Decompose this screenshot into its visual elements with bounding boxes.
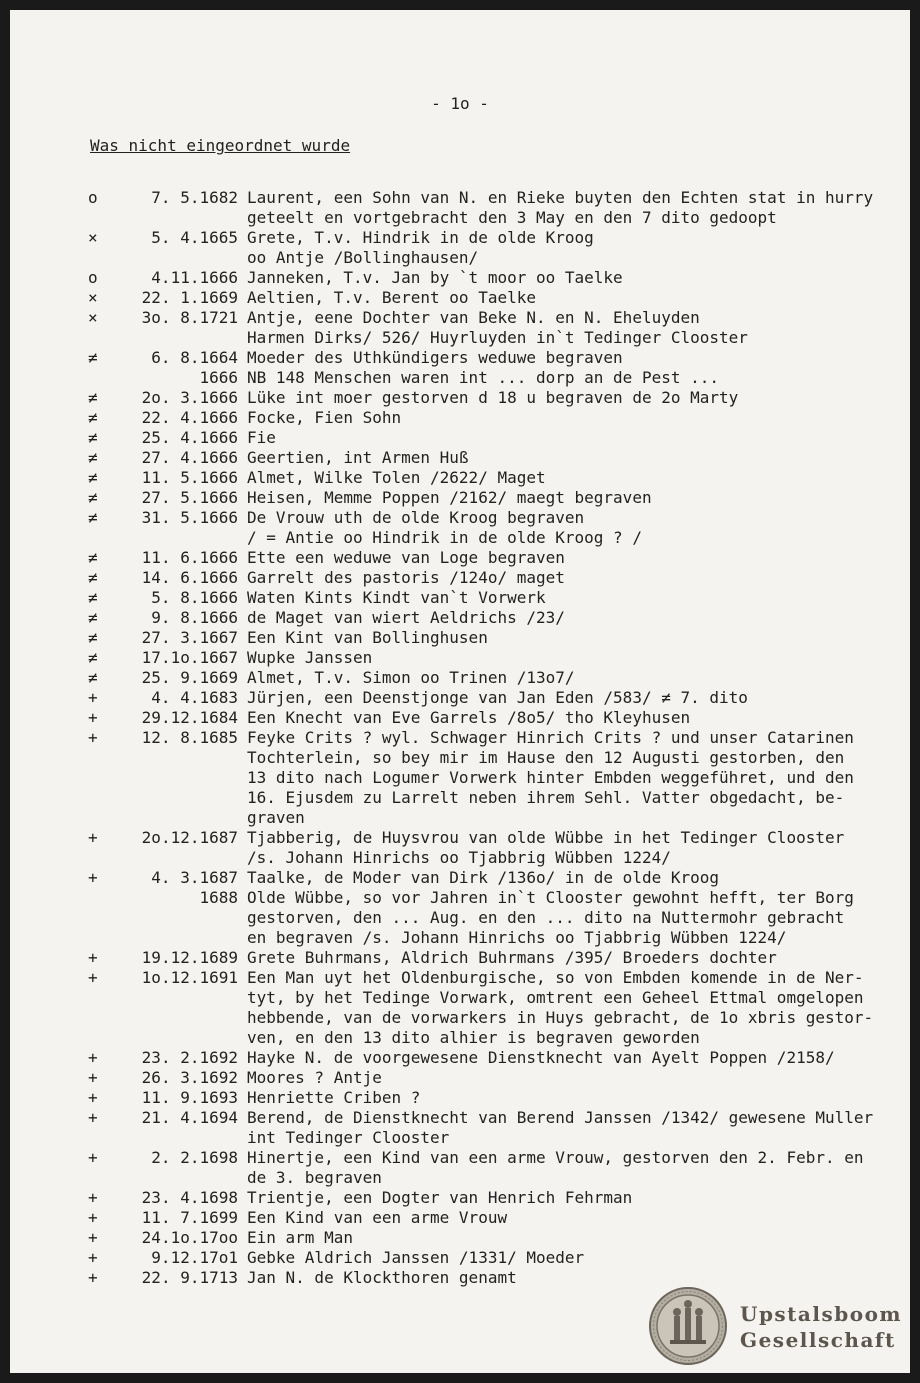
entry-date: 24.1o.17oo — [141, 1228, 238, 1247]
entry-row — [10, 228, 910, 248]
entry-text: Aeltien, T.v. Berent oo Taelke — [247, 288, 536, 307]
entry-date: 11. 6.1666 — [141, 548, 238, 567]
page-number: - 1o - — [431, 94, 489, 113]
entry-row — [10, 308, 910, 328]
entry-row — [10, 668, 910, 688]
entry-date: 9.12.17o1 — [151, 1248, 238, 1267]
entry-date: 31. 5.1666 — [141, 508, 238, 527]
entry-mark: ≠ — [88, 508, 98, 527]
entry-date: 4.11.1666 — [151, 268, 238, 287]
entry-row — [10, 588, 910, 608]
entry-text: De Vrouw uth de olde Kroog begraven — [247, 508, 585, 527]
entry-mark: + — [88, 1268, 98, 1287]
entry-mark: + — [88, 1108, 98, 1127]
entry-text: int Tedinger Clooster — [247, 1128, 450, 1147]
entry-date: 26. 3.1692 — [141, 1068, 238, 1087]
entry-row — [10, 1148, 910, 1168]
entry-row — [10, 1168, 910, 1188]
entry-row — [10, 1068, 910, 1088]
entry-row — [10, 428, 910, 448]
entry-date: 11. 5.1666 — [141, 468, 238, 487]
entry-mark: + — [88, 1208, 98, 1227]
entry-text: Lüke int moer gestorven d 18 u begraven de 2o Marty — [247, 388, 739, 407]
entry-row — [10, 268, 910, 288]
register-entries — [10, 188, 910, 1288]
entry-row — [10, 528, 910, 548]
entry-row — [10, 288, 910, 308]
entry-text: Waten Kints Kindt van`t Vorwerk — [247, 588, 546, 607]
entry-text: Feyke Crits ? wyl. Schwager Hinrich Crits ? und unser Catarinen — [247, 728, 854, 747]
entry-mark: ≠ — [88, 348, 98, 367]
entry-date: 4. 4.1683 — [151, 688, 238, 707]
entry-date: 4. 3.1687 — [151, 868, 238, 887]
entry-mark: + — [88, 948, 98, 967]
entry-mark: ≠ — [88, 488, 98, 507]
entry-row — [10, 1028, 910, 1048]
entry-row — [10, 928, 910, 948]
entry-mark: ≠ — [88, 648, 98, 667]
entry-mark: × — [88, 288, 98, 307]
entry-row — [10, 1268, 910, 1288]
entry-row — [10, 1088, 910, 1108]
entry-date: 14. 6.1666 — [141, 568, 238, 587]
entry-row — [10, 1048, 910, 1068]
entry-row — [10, 208, 910, 228]
entry-text: Hinertje, een Kind van een arme Vrouw, gestorven den 2. Febr. en — [247, 1148, 864, 1167]
section-heading: Was nicht eingeordnet wurde — [90, 136, 351, 155]
entry-mark: ≠ — [88, 408, 98, 427]
entry-row — [10, 468, 910, 488]
entry-date: 11. 9.1693 — [141, 1088, 238, 1107]
entry-mark: × — [88, 308, 98, 327]
entry-text: Moores ? Antje — [247, 1068, 382, 1087]
entry-text: Ein arm Man — [247, 1228, 353, 1247]
entry-text: NB 148 Menschen waren int ... dorp an de Pest ... — [247, 368, 720, 387]
entry-mark: ≠ — [88, 628, 98, 647]
entry-row — [10, 248, 910, 268]
entry-row — [10, 808, 910, 828]
entry-row — [10, 748, 910, 768]
entry-date: 7. 5.1682 — [151, 188, 238, 207]
entry-text: gestorven, den ... Aug. en den ... dito na Nuttermohr gebracht — [247, 908, 845, 927]
entry-row — [10, 828, 910, 848]
entry-text: en begraven /s. Johann Hinrichs oo Tjabbrig Wübben 1224/ — [247, 928, 787, 947]
society-logo — [648, 1286, 903, 1366]
entry-date: 6. 8.1664 — [151, 348, 238, 367]
entry-date: 11. 7.1699 — [141, 1208, 238, 1227]
entry-mark: ≠ — [88, 588, 98, 607]
entry-date: 1o.12.1691 — [141, 968, 238, 987]
entry-text: oo Antje /Bollinghausen/ — [247, 248, 479, 267]
entry-text: Jürjen, een Deenstjonge van Jan Eden /583/ ≠ 7. dito — [247, 688, 748, 707]
entry-text: Een Man uyt het Oldenburgische, so von Embden komende in de Ner- — [247, 968, 864, 987]
entry-date: 1666 — [199, 368, 238, 387]
entry-date: 27. 5.1666 — [141, 488, 238, 507]
entry-text: Antje, eene Dochter van Beke N. en N. Eheluyden — [247, 308, 700, 327]
entry-row — [10, 1108, 910, 1128]
entry-text: Een Kint van Bollinghusen — [247, 628, 488, 647]
entry-row — [10, 448, 910, 468]
entry-row — [10, 1228, 910, 1248]
entry-date: 19.12.1689 — [141, 948, 238, 967]
entry-mark: + — [88, 688, 98, 707]
entry-text: Een Knecht van Eve Garrels /8o5/ tho Kleyhusen — [247, 708, 691, 727]
entry-date: 2. 2.1698 — [151, 1148, 238, 1167]
entry-row — [10, 908, 910, 928]
entry-mark: + — [88, 1048, 98, 1067]
entry-row — [10, 348, 910, 368]
entry-date: 23. 2.1692 — [141, 1048, 238, 1067]
entry-mark: o — [88, 268, 98, 287]
entry-mark: + — [88, 968, 98, 987]
entry-date: 5. 4.1665 — [151, 228, 238, 247]
entry-text: Henriette Criben ? — [247, 1088, 421, 1107]
entry-text: Jan N. de Klockthoren genamt — [247, 1268, 517, 1287]
entry-text: hebbende, van de vorwarkers in Huys gebracht, de 1o xbris gestor- — [247, 1008, 874, 1027]
entry-text: Almet, T.v. Simon oo Trinen /13o7/ — [247, 668, 575, 687]
entry-text: geteelt en vortgebracht den 3 May en den 7 dito gedoopt — [247, 208, 777, 227]
entry-date: 25. 9.1669 — [141, 668, 238, 687]
entry-text: Hayke N. de voorgewesene Dienstknecht van Ayelt Poppen /2158/ — [247, 1048, 835, 1067]
entry-mark: + — [88, 1228, 98, 1247]
logo-text-line2: Gesellschaft — [740, 1328, 896, 1352]
entry-mark: + — [88, 1148, 98, 1167]
entry-text: Ette een weduwe van Loge begraven — [247, 548, 565, 567]
entry-text: Gebke Aldrich Janssen /1331/ Moeder — [247, 1248, 585, 1267]
entry-text: Tjabberig, de Huysvrou van olde Wübbe in het Tedinger Clooster — [247, 828, 845, 847]
entry-row — [10, 688, 910, 708]
entry-text: Moeder des Uthkündigers weduwe begraven — [247, 348, 623, 367]
entry-mark: × — [88, 228, 98, 247]
entry-row — [10, 648, 910, 668]
entry-text: de Maget van wiert Aeldrichs /23/ — [247, 608, 565, 627]
entry-text: Fie — [247, 428, 276, 447]
entry-text: Janneken, T.v. Jan by `t moor oo Taelke — [247, 268, 623, 287]
entry-row — [10, 508, 910, 528]
entry-mark: ≠ — [88, 668, 98, 687]
entry-text: 13 dito nach Logumer Vorwerk hinter Embden weggeführet, und den — [247, 768, 854, 787]
entry-date: 29.12.1684 — [141, 708, 238, 727]
entry-row — [10, 1208, 910, 1228]
entry-text: Trientje, een Dogter van Henrich Fehrman — [247, 1188, 633, 1207]
entry-date: 21. 4.1694 — [141, 1108, 238, 1127]
entry-row — [10, 368, 910, 388]
entry-text: Grete, T.v. Hindrik in de olde Kroog — [247, 228, 594, 247]
entry-row — [10, 768, 910, 788]
entry-text: Wupke Janssen — [247, 648, 373, 667]
entry-text: /s. Johann Hinrichs oo Tjabbrig Wübben 1224/ — [247, 848, 671, 867]
entry-row — [10, 408, 910, 428]
entry-mark: ≠ — [88, 568, 98, 587]
entry-date: 2o. 3.1666 — [141, 388, 238, 407]
entry-date: 5. 8.1666 — [151, 588, 238, 607]
entry-row — [10, 708, 910, 728]
entry-text: Tochterlein, so bey mir im Hause den 12 Augusti gestorben, den — [247, 748, 845, 767]
entry-text: Geertien, int Armen Huß — [247, 448, 469, 467]
entry-date: 9. 8.1666 — [151, 608, 238, 627]
entry-text: Laurent, een Sohn van N. en Rieke buyten den Echten stat in hurry — [247, 188, 874, 207]
entry-text: Garrelt des pastoris /124o/ maget — [247, 568, 565, 587]
entry-text: Almet, Wilke Tolen /2622/ Maget — [247, 468, 546, 487]
entry-date: 22. 4.1666 — [141, 408, 238, 427]
entry-row — [10, 548, 910, 568]
entry-date: 27. 4.1666 — [141, 448, 238, 467]
entry-text: Heisen, Memme Poppen /2162/ maegt begraven — [247, 488, 652, 507]
entry-mark: + — [88, 1068, 98, 1087]
entry-row — [10, 728, 910, 748]
entry-row — [10, 788, 910, 808]
entry-date: 12. 8.1685 — [141, 728, 238, 747]
entry-mark: ≠ — [88, 468, 98, 487]
entry-mark: ≠ — [88, 428, 98, 447]
entry-date: 1688 — [199, 888, 238, 907]
entry-row — [10, 488, 910, 508]
entry-row — [10, 868, 910, 888]
entry-text: Een Kind van een arme Vrouw — [247, 1208, 508, 1227]
entry-row — [10, 628, 910, 648]
entry-text: Focke, Fien Sohn — [247, 408, 402, 427]
entry-mark: o — [88, 188, 98, 207]
entry-text: Olde Wübbe, so vor Jahren in`t Clooster gewohnt hefft, ter Borg — [247, 888, 854, 907]
entry-row — [10, 1188, 910, 1208]
entry-text: ven, en den 13 dito alhier is begraven geworden — [247, 1028, 700, 1047]
entry-date: 22. 1.1669 — [141, 288, 238, 307]
entry-text: Taalke, de Moder van Dirk /136o/ in de olde Kroog — [247, 868, 720, 887]
entry-row — [10, 608, 910, 628]
entry-date: 27. 3.1667 — [141, 628, 238, 647]
entry-row — [10, 888, 910, 908]
entry-date: 3o. 8.1721 — [141, 308, 238, 327]
entry-text: Harmen Dirks/ 526/ Huyrluyden in`t Tedinger Clooster — [247, 328, 748, 347]
entry-row — [10, 388, 910, 408]
entry-date: 23. 4.1698 — [141, 1188, 238, 1207]
entry-mark: + — [88, 708, 98, 727]
entry-mark: + — [88, 868, 98, 887]
entry-mark: + — [88, 1088, 98, 1107]
entry-text: Berend, de Dienstknecht van Berend Janssen /1342/ gewesene Muller — [247, 1108, 874, 1127]
entry-mark: + — [88, 728, 98, 747]
logo-text-line1: Upstalsboom — [740, 1302, 903, 1326]
entry-mark: + — [88, 1248, 98, 1267]
entry-row — [10, 988, 910, 1008]
entry-mark: ≠ — [88, 448, 98, 467]
entry-row — [10, 568, 910, 588]
entry-text: de 3. begraven — [247, 1168, 382, 1187]
entry-date: 17.1o.1667 — [141, 648, 238, 667]
entry-mark: ≠ — [88, 608, 98, 627]
entry-row — [10, 848, 910, 868]
entry-text: / = Antie oo Hindrik in de olde Kroog ? / — [247, 528, 642, 547]
entry-row — [10, 328, 910, 348]
entry-row — [10, 188, 910, 208]
entry-row — [10, 968, 910, 988]
entry-date: 22. 9.1713 — [141, 1268, 238, 1287]
entry-mark: + — [88, 1188, 98, 1207]
entry-row — [10, 948, 910, 968]
entry-mark: + — [88, 828, 98, 847]
entry-text: 16. Ejusdem zu Larrelt neben ihrem Sehl. Vatter obgedacht, be- — [247, 788, 845, 807]
entry-row — [10, 1248, 910, 1268]
document-page — [10, 10, 910, 1373]
entry-row — [10, 1128, 910, 1148]
entry-text: tyt, by het Tedinge Vorwark, omtrent een Geheel Ettmal omgelopen — [247, 988, 864, 1007]
upstalsboom-seal-icon — [648, 1286, 728, 1366]
entry-text: graven — [247, 808, 305, 827]
entry-row — [10, 1008, 910, 1028]
entry-text: Grete Buhrmans, Aldrich Buhrmans /395/ Broeders dochter — [247, 948, 777, 967]
entry-mark: ≠ — [88, 388, 98, 407]
entry-mark: ≠ — [88, 548, 98, 567]
entry-date: 25. 4.1666 — [141, 428, 238, 447]
entry-date: 2o.12.1687 — [141, 828, 238, 847]
